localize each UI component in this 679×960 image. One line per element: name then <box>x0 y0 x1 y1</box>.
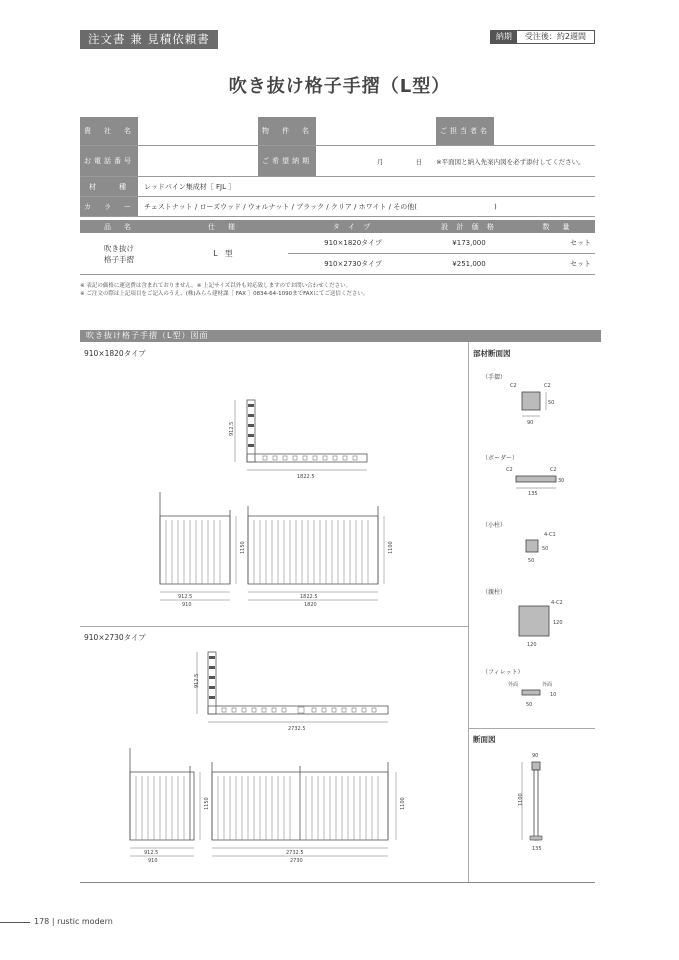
elev1-w2a: 1822.5 <box>300 594 318 600</box>
delivery-label: ご希望納期 <box>258 146 316 177</box>
bottom-rule <box>80 882 595 883</box>
header-price: 設 計 価 格 <box>418 220 520 233</box>
section-view-title: 断面図 <box>473 735 496 744</box>
elev2-w1b: 910 <box>148 858 158 864</box>
elev2-w1a: 912.5 <box>144 850 159 856</box>
border-c2-right: C2 <box>550 467 557 473</box>
day-label: 日 <box>415 157 423 166</box>
post-small-chamfer: 4-C1 <box>544 532 556 538</box>
section-top-width: 90 <box>532 753 539 759</box>
header-spec: 仕 様 <box>158 220 288 233</box>
border-section <box>500 462 570 498</box>
header-product: 品 名 <box>80 220 158 233</box>
project-label: 物 件 名 <box>258 117 316 146</box>
lead-time-label: 納期 <box>491 31 517 43</box>
post-main-section <box>505 596 575 652</box>
row2-type: 910×2730タイプ <box>288 254 418 275</box>
note-1: ※ 表記の価格に運送費は含まれておりません。※ 上記サイズ以外も対応致しますのでお問い合わせください。 <box>80 283 352 289</box>
row1-unit[interactable]: セット <box>520 233 595 254</box>
footer-rule <box>0 922 30 923</box>
phone-label: お電話番号 <box>80 146 138 177</box>
elev1-h1: 1150 <box>240 541 246 554</box>
delivery-note: ※平面図と納入先案内図を必ず添付してください。 <box>436 157 585 166</box>
post-small-height: 50 <box>542 546 549 552</box>
company-field[interactable] <box>138 117 258 146</box>
post-small-width: 50 <box>528 558 535 564</box>
order-form <box>80 117 595 217</box>
handrail-c2-left: C2 <box>510 383 517 389</box>
fillet-height: 10 <box>550 692 557 698</box>
row2-unit[interactable]: セット <box>520 254 595 275</box>
fillet-side-b: 外面 <box>542 682 553 688</box>
border-width: 135 <box>528 491 538 497</box>
border-c2-left: C2 <box>506 467 513 473</box>
page-number: 178 <box>34 917 50 926</box>
price-table <box>80 220 595 275</box>
page-title: 吹き抜け格子手摺（L型） <box>228 76 451 97</box>
plan2-length-dim: 2732.5 <box>288 726 306 732</box>
post-small-section <box>510 526 570 566</box>
elevation-drawing-1820 <box>150 488 394 613</box>
project-field[interactable] <box>316 117 436 146</box>
fillet-section <box>500 676 570 712</box>
material-value: レッドパイン集成材［ FJL ］ <box>138 177 595 197</box>
handrail-section <box>500 380 570 432</box>
post-small-label: （小柱） <box>482 522 507 529</box>
handrail-c2-right: C2 <box>544 383 551 389</box>
product-name <box>80 233 158 275</box>
color-label: カ ラ ー <box>80 197 138 217</box>
type1-label: 910×1820タイプ <box>84 349 146 358</box>
footer: 178 | rustic modern <box>34 917 113 926</box>
section-height: 1100 <box>518 793 524 806</box>
elev1-w2b: 1820 <box>304 602 317 608</box>
header-qty: 数 量 <box>520 220 595 233</box>
post-main-label: （親柱） <box>482 589 507 596</box>
person-field[interactable] <box>494 117 595 146</box>
type2-label: 910×2730タイプ <box>84 633 146 642</box>
row2-price: ¥251,000 <box>418 254 520 275</box>
row1-type: 910×1820タイプ <box>288 233 418 254</box>
elev1-h2: 1100 <box>388 541 394 554</box>
elev1-w1a: 912.5 <box>178 594 193 600</box>
post-main-chamfer: 4-C2 <box>551 600 563 606</box>
parts-divider <box>468 728 595 729</box>
lead-time-value: 受注後：約2週間 <box>524 32 586 41</box>
fillet-label: （フィレット） <box>482 669 524 676</box>
column-divider <box>468 342 469 882</box>
elev1-w1b: 910 <box>182 602 192 608</box>
fillet-width: 50 <box>526 702 533 708</box>
post-main-width: 120 <box>527 642 537 648</box>
note-2: ※ ご注文の際は上記項目をご記入のうえ、(株)みらら建材課［ FAX ］0834-64-1090までFAXにてご送信ください。 <box>80 291 369 297</box>
header-type: タ イ プ <box>288 220 418 233</box>
elev2-w2a: 2732.5 <box>286 850 304 856</box>
plan2-side-dim: 912.5 <box>194 673 200 688</box>
document-type-badge: 注文書 兼 見積依頼書 <box>80 30 218 49</box>
fillet-side-a: 外面 <box>508 682 519 688</box>
handrail-width: 90 <box>527 420 534 426</box>
delivery-field[interactable] <box>316 146 595 177</box>
product-name-line2: 格子手摺 <box>104 254 134 264</box>
section-view <box>500 748 570 858</box>
lead-time-box <box>490 30 595 44</box>
plan1-side-dim: 912.5 <box>229 421 235 436</box>
post-main-height: 120 <box>553 620 563 626</box>
section-title: 吹き抜け格子手摺（L型）図面 <box>80 330 601 342</box>
border-height: 30 <box>558 478 565 484</box>
parts-title: 部材断面図 <box>473 349 511 358</box>
plan-drawing-1820 <box>225 392 385 482</box>
plan1-length-dim: 1822.5 <box>297 474 315 480</box>
handrail-label: （手摺） <box>482 374 507 381</box>
elev2-w2b: 2730 <box>290 858 303 864</box>
company-label: 貴 社 名 <box>80 117 138 146</box>
row1-price: ¥173,000 <box>418 233 520 254</box>
product-spec: L 型 <box>158 233 288 275</box>
elev2-h1: 1150 <box>204 797 210 810</box>
phone-field[interactable] <box>138 146 258 177</box>
color-value: チェストナット / ローズウッド / ウォルナット / ブラック / クリア / ホワイト / その他( ) <box>138 197 595 217</box>
person-label: ご担当者名 <box>436 117 494 146</box>
product-name-line1: 吹き抜け <box>104 243 134 253</box>
material-label: 材 種 <box>80 177 138 197</box>
month-label: 月 <box>377 157 384 166</box>
elev2-h2: 1100 <box>400 797 406 810</box>
section-base-width: 135 <box>532 846 542 852</box>
border-label: （ボーダー） <box>482 455 519 462</box>
row-divider <box>80 626 468 627</box>
elevation-drawing-2730 <box>120 744 410 869</box>
brand-name: rustic modern <box>57 917 113 926</box>
plan-drawing-2730 <box>190 646 400 732</box>
handrail-height: 50 <box>548 400 555 406</box>
